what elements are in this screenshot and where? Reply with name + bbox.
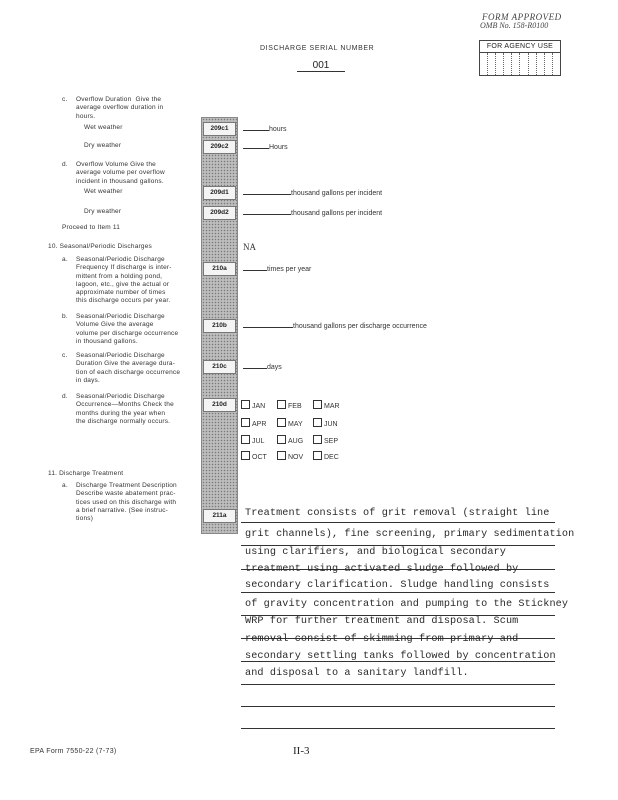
item-9c-wet-unit: hours	[269, 126, 287, 133]
item-10c-line-4: in days.	[76, 376, 101, 384]
narrative-rule	[241, 545, 555, 546]
form-id: EPA Form 7550-22 (7-73)	[30, 748, 117, 755]
item-10b-letter: b.	[62, 313, 68, 320]
item-10c-line-1: Seasonal/Periodic Discharge	[76, 352, 165, 359]
item-11a-letter: a.	[62, 482, 68, 489]
narrative-line-1: Treatment consists of grit removal (straight line	[245, 508, 550, 519]
item-10a-unit: times per year	[267, 266, 312, 273]
item-11a-line-2: Describe waste abatement prac-	[76, 490, 176, 498]
item-11a-description	[76, 482, 200, 523]
item-9d-line-1: Overflow Volume Give the	[76, 161, 156, 168]
item-9d-wet-unit: thousand gallons per incident	[291, 190, 383, 197]
month-checkbox-feb[interactable]	[277, 400, 302, 410]
item-9c-desc-2: average overflow duration in	[76, 104, 164, 112]
item-10d-line-1: Seasonal/Periodic Discharge	[76, 393, 165, 400]
discharge-serial-label: DISCHARGE SERIAL NUMBER	[260, 45, 375, 52]
narrative-line-4: treatment using activated sludge followed by	[245, 564, 519, 575]
item-10c-field[interactable]	[243, 362, 282, 373]
narrative-line-2: grit channels), fine screening, primary sedimentation	[245, 529, 575, 540]
month-checkbox-jul[interactable]	[241, 435, 264, 445]
narrative-line-9: secondary settling tanks followed by concentration	[245, 651, 556, 662]
item-10d-letter: d.	[62, 393, 68, 400]
narrative-rule	[241, 684, 555, 685]
item-10b-description	[76, 313, 200, 346]
item-10b-unit: thousand gallons per discharge occurrence	[293, 323, 427, 330]
item-10a-line-4: lagoon, etc., give the actual or	[76, 280, 170, 288]
item-10b-field[interactable]	[243, 321, 427, 332]
page-number: II-3	[293, 745, 310, 757]
item-10c-line-3: tion of each discharge occurrence	[76, 368, 181, 376]
item-11a-line-4: a brief narrative. (See instruc-	[76, 506, 169, 514]
narrative-rule	[241, 522, 555, 523]
month-label: APR	[252, 421, 267, 428]
narrative-rule	[241, 592, 555, 593]
month-label: DEC	[324, 454, 339, 461]
item-10a-field[interactable]	[243, 264, 311, 275]
month-checkbox-dec[interactable]	[313, 451, 339, 461]
code-209d2: 209d2	[203, 206, 236, 220]
item-9d-wet-label: Wet weather	[84, 188, 123, 195]
narrative-line-10: and disposal to a sanitary landfill.	[245, 668, 469, 679]
omb-number: OMB No. 158-R0100	[480, 21, 549, 30]
code-210d: 210d	[203, 398, 236, 412]
item-10a-letter: a.	[62, 256, 68, 263]
item-9c-description	[76, 96, 194, 121]
month-label: JUN	[324, 421, 338, 428]
item-10a-description	[76, 256, 200, 306]
item-9c-wet-label: Wet weather	[84, 124, 123, 131]
month-checkbox-sep[interactable]	[313, 435, 338, 445]
item-9d-dry-label: Dry weather	[84, 208, 122, 215]
month-checkbox-oct[interactable]	[241, 451, 267, 461]
item-11a-line-3: tices used on this discharge with	[76, 498, 177, 506]
narrative-line-3: using clarifiers, and biological secondary	[245, 547, 506, 558]
narrative-rule	[241, 706, 555, 707]
month-label: MAR	[324, 403, 340, 410]
month-label: AUG	[288, 438, 304, 445]
item-10a-line-6: this discharge occurs per year.	[76, 297, 171, 305]
month-label: SEP	[324, 438, 339, 445]
code-211a: 211a	[203, 509, 236, 523]
item-9d-description	[76, 161, 198, 186]
item-10a-line-5: approximate number of times	[76, 289, 166, 297]
item-10c-line-2: Duration Give the average dura-	[76, 360, 176, 368]
item-9c-desc-3: hours.	[76, 112, 96, 120]
agency-use-box	[479, 40, 561, 76]
item-10d-line-4: the discharge normally occurs.	[76, 417, 171, 425]
month-checkbox-jun[interactable]	[313, 418, 338, 428]
item-10c-letter: c.	[62, 352, 68, 359]
item-9d-dry-field[interactable]	[243, 208, 382, 219]
item-10b-line-4: in thousand gallons.	[76, 337, 138, 345]
item-9d-line-2: average volume per overflow	[76, 169, 165, 177]
item-10a-line-2: Frequency If discharge is inter-	[76, 264, 172, 272]
item-10-answer[interactable]: NA	[243, 242, 256, 252]
item-10c-description	[76, 352, 200, 385]
month-checkbox-apr[interactable]	[241, 418, 266, 428]
month-label: NOV	[288, 454, 304, 461]
item-10-title: 10. Seasonal/Periodic Discharges	[48, 243, 152, 250]
month-checkbox-nov[interactable]	[277, 451, 303, 461]
form-approved-label: FORM APPROVED	[482, 12, 562, 22]
item-10d-description	[76, 393, 200, 426]
code-210a: 210a	[203, 262, 236, 276]
code-209d1: 209d1	[203, 186, 236, 200]
item-10c-unit: days	[267, 364, 282, 371]
item-9c-dry-field[interactable]	[243, 142, 288, 153]
month-label: FEB	[288, 403, 302, 410]
item-9d-dry-unit: thousand gallons per incident	[291, 210, 383, 217]
narrative-line-5: secondary clarification. Sludge handling consists	[245, 580, 550, 591]
proceed-to-item-11: Proceed to Item 11	[62, 224, 121, 231]
item-9c-title: Overflow Duration	[76, 96, 132, 103]
item-9c-letter: c.	[62, 96, 68, 103]
month-checkbox-mar[interactable]	[313, 400, 340, 410]
month-label: JAN	[252, 403, 266, 410]
narrative-line-8: removal consist of skimming from primary and	[245, 634, 519, 645]
agency-use-cells[interactable]	[480, 53, 560, 75]
agency-use-label: FOR AGENCY USE	[480, 41, 560, 53]
month-checkbox-aug[interactable]	[277, 435, 303, 445]
item-10a-line-1: Seasonal/Periodic Discharge	[76, 256, 165, 263]
code-210b: 210b	[203, 319, 236, 333]
item-10d-line-2: Occurrence—Months Check the	[76, 401, 174, 409]
month-label: MAY	[288, 421, 303, 428]
item-9c-desc-1: Give the	[135, 96, 162, 103]
narrative-line-6: of gravity concentration and pumping to the Stickney	[245, 599, 569, 610]
item-10d-line-3: months during the year when	[76, 409, 166, 417]
narrative-rule	[241, 728, 555, 729]
item-11a-line-5: tions)	[76, 515, 94, 523]
code-209c2: 209c2	[203, 140, 236, 154]
item-10a-line-3: mittent from a holding pond,	[76, 272, 163, 280]
code-210c: 210c	[203, 360, 236, 374]
item-10b-line-2: Volume Give the average	[76, 321, 154, 329]
item-9c-dry-label: Dry weather	[84, 142, 122, 149]
narrative-line-7: WRP for further treatment and disposal. Scum	[245, 616, 519, 627]
item-10b-line-3: volume per discharge occurrence	[76, 329, 179, 337]
month-checkbox-jan[interactable]	[241, 400, 265, 410]
item-9c-wet-field[interactable]	[243, 124, 287, 135]
item-9c-dry-unit: Hours	[269, 144, 288, 151]
item-10b-line-1: Seasonal/Periodic Discharge	[76, 313, 165, 320]
discharge-serial-value[interactable]: 001	[297, 60, 345, 72]
item-11-title: 11. Discharge Treatment	[48, 470, 124, 477]
month-label: OCT	[252, 454, 267, 461]
code-209c1: 209c1	[203, 122, 236, 136]
item-9d-line-3: incident in thousand gallons.	[76, 177, 164, 185]
month-label: JUL	[252, 438, 265, 445]
item-11a-line-1: Discharge Treatment Description	[76, 482, 177, 489]
month-checkbox-may[interactable]	[277, 418, 303, 428]
item-9d-wet-field[interactable]	[243, 188, 382, 199]
item-9d-letter: d.	[62, 161, 68, 168]
